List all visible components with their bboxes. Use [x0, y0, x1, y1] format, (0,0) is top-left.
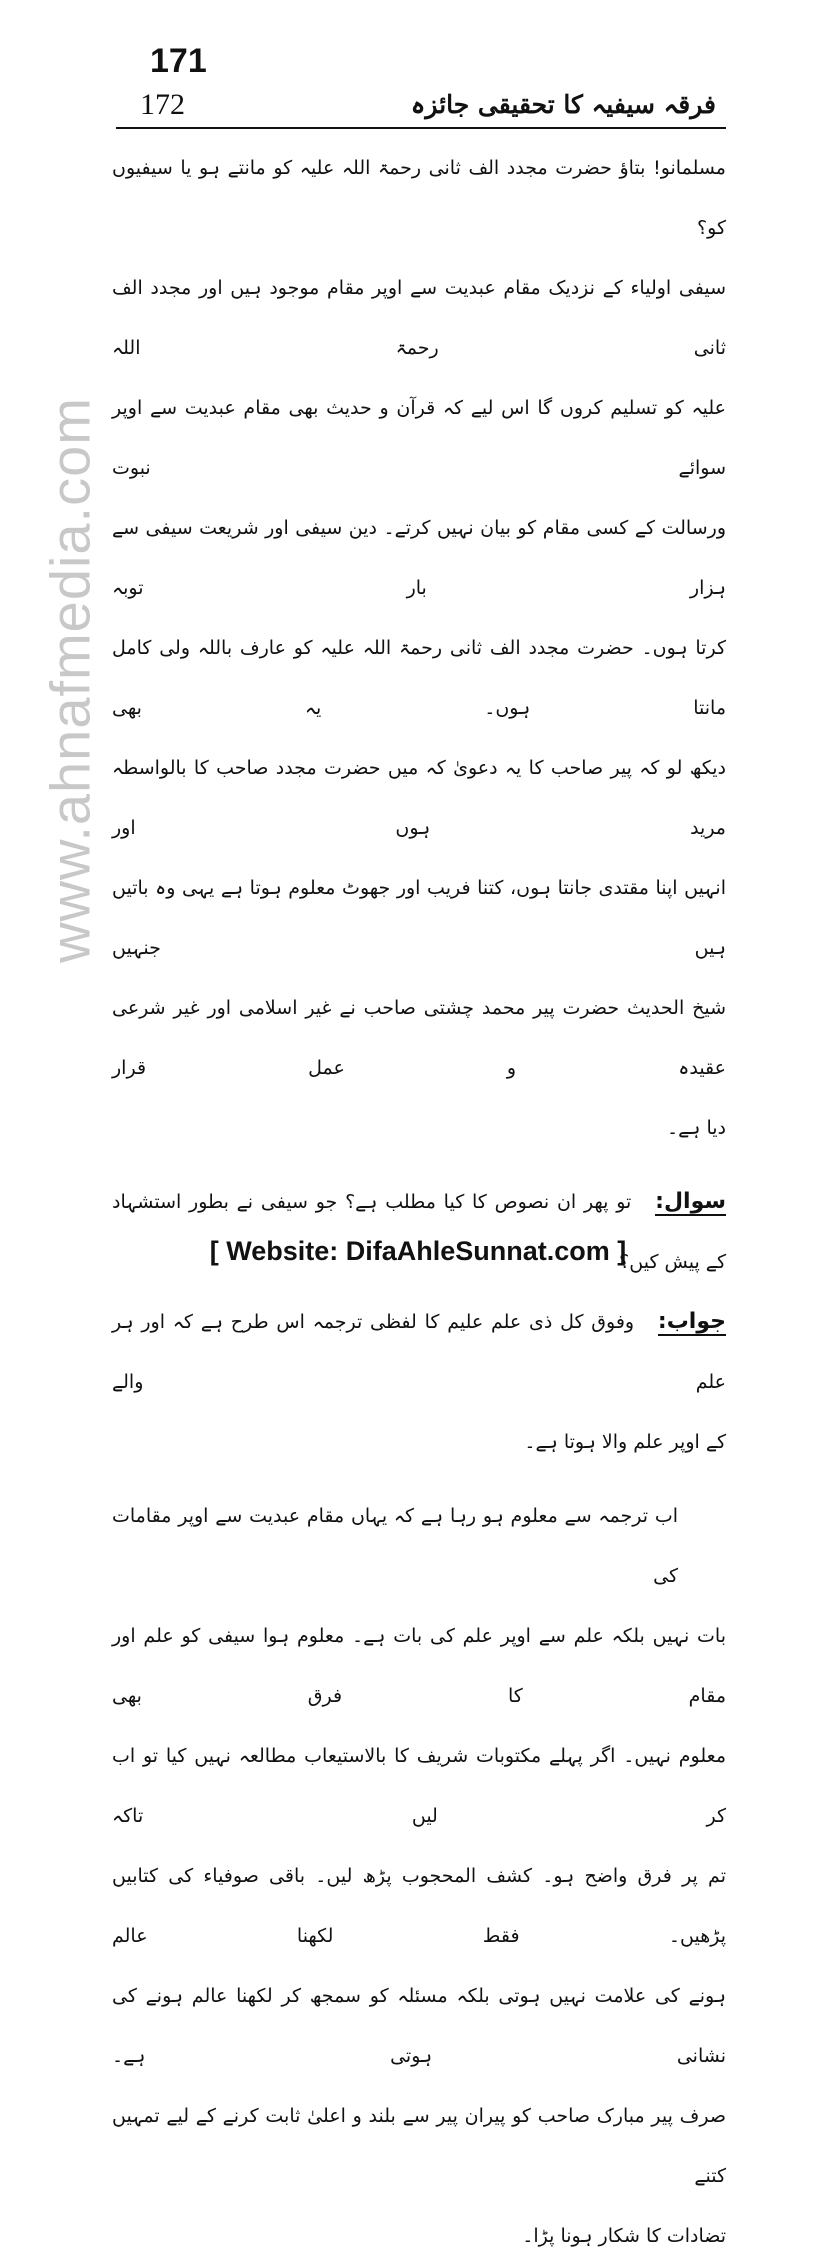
body-line: مسلمانو! بتاؤ حضرت مجدد الف ثانی رحمۃ اللہ علیہ کو مانتے ہو یا سیفیوں کو؟ — [112, 157, 726, 239]
answer-line: کے اوپر علم والا ہوتا ہے۔ — [524, 1431, 726, 1453]
page-number-top: 171 — [150, 42, 207, 80]
closing-line: ہونے کی علامت نہیں ہوتی بلکہ مسئلہ کو سمجھ کر لکھنا عالم ہونے کی نشانی ہوتی ہے۔ — [112, 1985, 726, 2067]
question-text: تو پھر ان نصوص کا کیا مطلب ہے؟ جو سیفی نے بطور استشہاد کے پیش کیں؟ — [112, 1191, 726, 1273]
closing-line: صرف پیر مبارک صاحب کو پیران پیر سے بلند و اعلیٰ ثابت کرنے کے لیے تمہیں کتنے — [112, 2105, 726, 2187]
closing-line: بات نہیں بلکہ علم سے اوپر علم کی بات ہے۔ معلوم ہوا سیفی کو علم اور مقام کا فرق بھی — [112, 1625, 726, 1707]
answer-text: وفوق کل ذی علم علیم کا لفظی ترجمہ اس طرح ہے کہ اور ہر علم والے — [112, 1311, 726, 1393]
question-block — [112, 1172, 726, 1292]
answer-label: جواب: — [657, 1309, 726, 1334]
book-page-number: 172 — [140, 88, 185, 121]
closing-line: اب ترجمہ سے معلوم ہو رہا ہے کہ یہاں مقام عبدیت سے اوپر مقامات کی — [112, 1505, 678, 1587]
answer-block — [112, 1292, 726, 1412]
body-line: ورسالت کے کسی مقام کو بیان نہیں کرتے۔ دین سیفی اور شریعت سیفی سے ہزار بار توبہ — [112, 517, 726, 599]
body-line: انہیں اپنا مقتدی جانتا ہوں، کتنا فریب اور جھوٹ معلوم ہوتا ہے یہی وہ باتیں ہیں جنہیں — [112, 877, 726, 959]
website-footer: [ Website: DifaAhleSunnat.com ] — [209, 1236, 627, 1266]
header-divider — [116, 127, 726, 129]
body-line: دیا ہے۔ — [667, 1117, 726, 1139]
closing-line: معلوم نہیں۔ اگر پہلے مکتوبات شریف کا بالاستیعاب مطالعہ نہیں کیا تو اب کر لیں تاکہ — [112, 1745, 726, 1827]
closing-line: تم پر فرق واضح ہو۔ کشف المحجوب پڑھ لیں۔ باقی صوفیاء کی کتابیں پڑھیں۔ فقط لکھنا عالم — [112, 1865, 726, 1947]
body-line: کرتا ہوں۔ حضرت مجدد الف ثانی رحمۃ اللہ علیہ کو عارف باللہ ولی کامل مانتا ہوں۔ یہ بھی — [112, 637, 726, 719]
book-title: فرقہ سیفیہ کا تحقیقی جائزہ — [410, 90, 716, 119]
body-line: شیخ الحدیث حضرت پیر محمد چشتی صاحب نے غیر اسلامی اور غیر شرعی عقیدہ و عمل قرار — [112, 997, 726, 1079]
website-watermark: www.ahnafmedia.com — [38, 397, 102, 963]
closing-line: تضادات کا شکار ہونا پڑا۔ — [522, 2225, 726, 2247]
question-label: سوال: — [655, 1189, 726, 1214]
body-line: سیفی اولیاء کے نزدیک مقام عبدیت سے اوپر مقام موجود ہیں اور مجدد الف ثانی رحمۃ اللہ — [112, 277, 726, 359]
body-line: علیہ کو تسلیم کروں گا اس لیے کہ قرآن و حدیث بھی مقام عبدیت سے اوپر سوائے نبوت — [112, 397, 726, 479]
page-body — [112, 138, 726, 2266]
body-line: دیکھ لو کہ پیر صاحب کا یہ دعویٰ کہ میں حضرت مجدد صاحب کا بالواسطہ مرید ہوں اور — [112, 757, 726, 839]
